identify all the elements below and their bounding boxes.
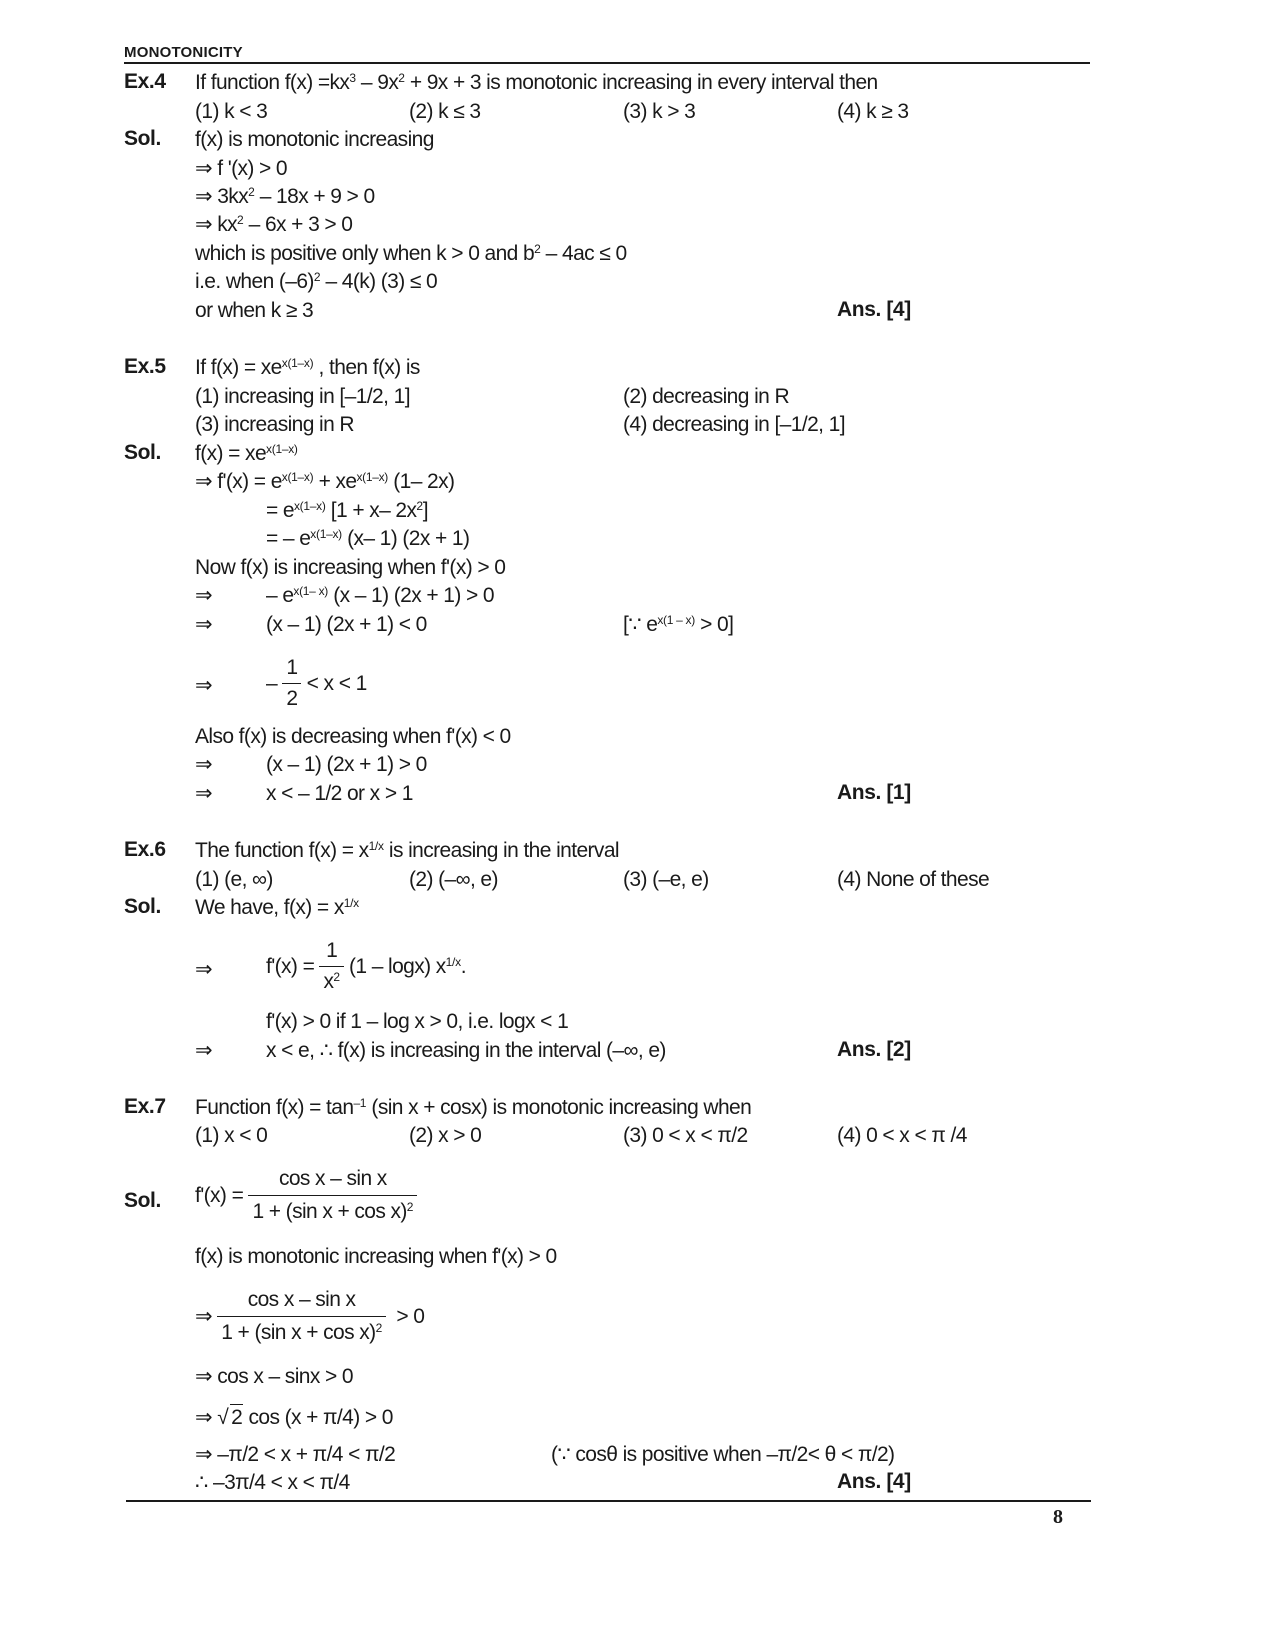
solution-step: ⇒ $kx^2 - 6x + 3 > 0$ (195, 213, 353, 236)
solution-step: Also f(x) is decreasing when f'(x) < 0 (195, 725, 511, 748)
answer: Ans. [1] (837, 781, 911, 804)
solution-step: f(x) is monotonic increasing when f'(x) > 0 (195, 1245, 557, 1268)
sqrt-radicand: 2 (231, 1406, 243, 1429)
solution-step-fraction: f'(x) = $\frac{\text{cos x – sin x}}{1 + (\sin x + \cos x)^2}$ (195, 1166, 417, 1225)
option-4: (4) None of these (837, 868, 990, 891)
option-1: (1) increasing in [–1/2, 1] (195, 385, 410, 408)
option-2: (2) (–∞, e) (409, 868, 498, 891)
option-3: (3) 0 < x < π/2 (623, 1124, 748, 1147)
option-4: (4) 0 < x < π /4 (837, 1124, 967, 1147)
solution-step: ∴ –3π/4 < x < π/4 (195, 1471, 350, 1494)
solution-step: ⇒ $3kx^2 - 18x + 9 > 0$ (195, 185, 375, 208)
page-header-title: MONOTONICITY (124, 44, 243, 61)
example-label: Ex.5 (124, 355, 166, 378)
solution-step-fraction: – $\frac{1}{2}$ < x < 1 (266, 656, 367, 710)
question-text: The function $f(x) = x^{1/x}$ is increasing in the interval (195, 839, 619, 862)
question-text: Function $f(x) = \tan^{-1} (\sin$ x + cosx) is monotonic increasing when (195, 1096, 752, 1119)
solution-step: x < – 1/2 or x > 1 (266, 782, 413, 805)
answer: Ans. [2] (837, 1038, 911, 1061)
fraction: $\frac{\text{cos x – sin x}}{1 + (\sin x + \cos x)^2}$ (248, 1166, 417, 1225)
option-3: (3) (–e, e) (623, 868, 709, 891)
option-1: (1) (e, ∞) (195, 868, 273, 891)
fraction: $\frac{1}{2}$ (282, 655, 301, 712)
option-2: (2) decreasing in R (623, 385, 790, 408)
fraction: $\frac{1}{x^2}$ (319, 938, 343, 995)
implies-symbol: ⇒ (195, 584, 212, 607)
solution-label: Sol. (124, 1189, 161, 1212)
option-1: (1) k < 3 (195, 100, 268, 123)
solution-step: f'(x) > 0 if 1 – log x > 0, i.e. logx < 1 (266, 1010, 569, 1033)
option-1: (1) x < 0 (195, 1124, 268, 1147)
option-2: (2) k ≤ 3 (409, 100, 481, 123)
option-3: (3) increasing in R (195, 413, 354, 436)
solution-step: = – $e^{x(1-x)}$ (x– 1) (2x + 1) (266, 527, 470, 550)
option-3: (3) k > 3 (623, 100, 696, 123)
solution-step: (x – 1) (2x + 1) < 0 (266, 613, 427, 636)
example-label: Ex.4 (124, 70, 166, 93)
solution-step: x < e, ∴ f(x) is increasing in the interval (–∞, e) (266, 1039, 666, 1062)
solution-step: (x – 1) (2x + 1) > 0 (266, 753, 427, 776)
side-note: (∵ cosθ is positive when –π/2< θ < π/2) (551, 1443, 895, 1466)
solution-step: ⇒ f '(x) > 0 (195, 157, 288, 180)
side-note: [∵ $e^{x(1 - x)} > 0$] (623, 613, 734, 636)
solution-step: ⇒ $f'(x) = e^{x(1-x)} + xe^{x(1-x)}$ (1– 2x) (195, 470, 455, 493)
answer: Ans. [4] (837, 298, 911, 321)
solution-step: ⇒ cos x – sinx > 0 (195, 1365, 353, 1388)
example-label: Ex.6 (124, 838, 166, 861)
solution-step: i.e. when $(-6)^2 - 4(k) (3) \le 0$ (195, 270, 438, 293)
solution-step: f(x) is monotonic increasing (195, 128, 434, 151)
example-label: Ex.7 (124, 1095, 166, 1118)
solution-step: Now f(x) is increasing when f'(x) > 0 (195, 556, 506, 579)
implies-symbol: ⇒ (195, 613, 212, 636)
solution-step: – $e^{x(1- x)}$ (x – 1) (2x + 1) > 0 (266, 584, 494, 607)
implies-symbol: ⇒ (195, 958, 212, 981)
option-4: (4) decreasing in [–1/2, 1] (623, 413, 845, 436)
solution-label: Sol. (124, 441, 161, 464)
option-2: (2) x > 0 (409, 1124, 482, 1147)
question-text: If $f(x) = xe^{x(1-x)}$ , then f(x) is (195, 356, 420, 379)
implies-symbol: ⇒ (195, 753, 212, 776)
implies-symbol: ⇒ (195, 674, 212, 697)
solution-step: We have, $f(x) = x^{1/x}$ (195, 896, 359, 919)
solution-step-fraction: f'(x) = $\frac{1}{x^2}$ (1 – logx) $x^{1/x}$. (266, 939, 467, 993)
header-rule (124, 62, 1090, 64)
implies-symbol: ⇒ (195, 782, 212, 805)
solution-label: Sol. (124, 895, 161, 918)
solution-step: $f(x) = xe^{x(1-x)}$ (195, 442, 298, 465)
solution-step: which is positive only when k > 0 and $b^2 - 4ac \le 0$ (195, 242, 627, 265)
solution-label: Sol. (124, 127, 161, 150)
solution-step-fraction: ⇒ $\frac{\text{cos x – sin x}}{1 + (\sin x + \cos x)^2}$ > 0 (195, 1288, 425, 1344)
question-text: If function $f(x) =kx^3 - 9x^2 + 9x + 3$ is monotonic increasing in every interval then (195, 71, 878, 94)
footer-rule (126, 1500, 1091, 1502)
option-4: (4) k ≥ 3 (837, 100, 909, 123)
solution-step: ⇒ –π/2 < x + π/4 < π/2 (195, 1443, 396, 1466)
fraction: $\frac{\text{cos x – sin x}}{1 + (\sin x + \cos x)^2}$ (217, 1287, 386, 1346)
page-number: 8 (1053, 1506, 1063, 1528)
solution-step: or when k ≥ 3 (195, 299, 314, 322)
implies-symbol: ⇒ (195, 1039, 212, 1062)
answer: Ans. [4] (837, 1470, 911, 1493)
solution-step: = $e^{x(1-x)}$ [1 + x– $2x^2$] (266, 499, 429, 522)
solution-step: ⇒ √ 2 cos (x + π/4) > 0 (195, 1406, 393, 1429)
